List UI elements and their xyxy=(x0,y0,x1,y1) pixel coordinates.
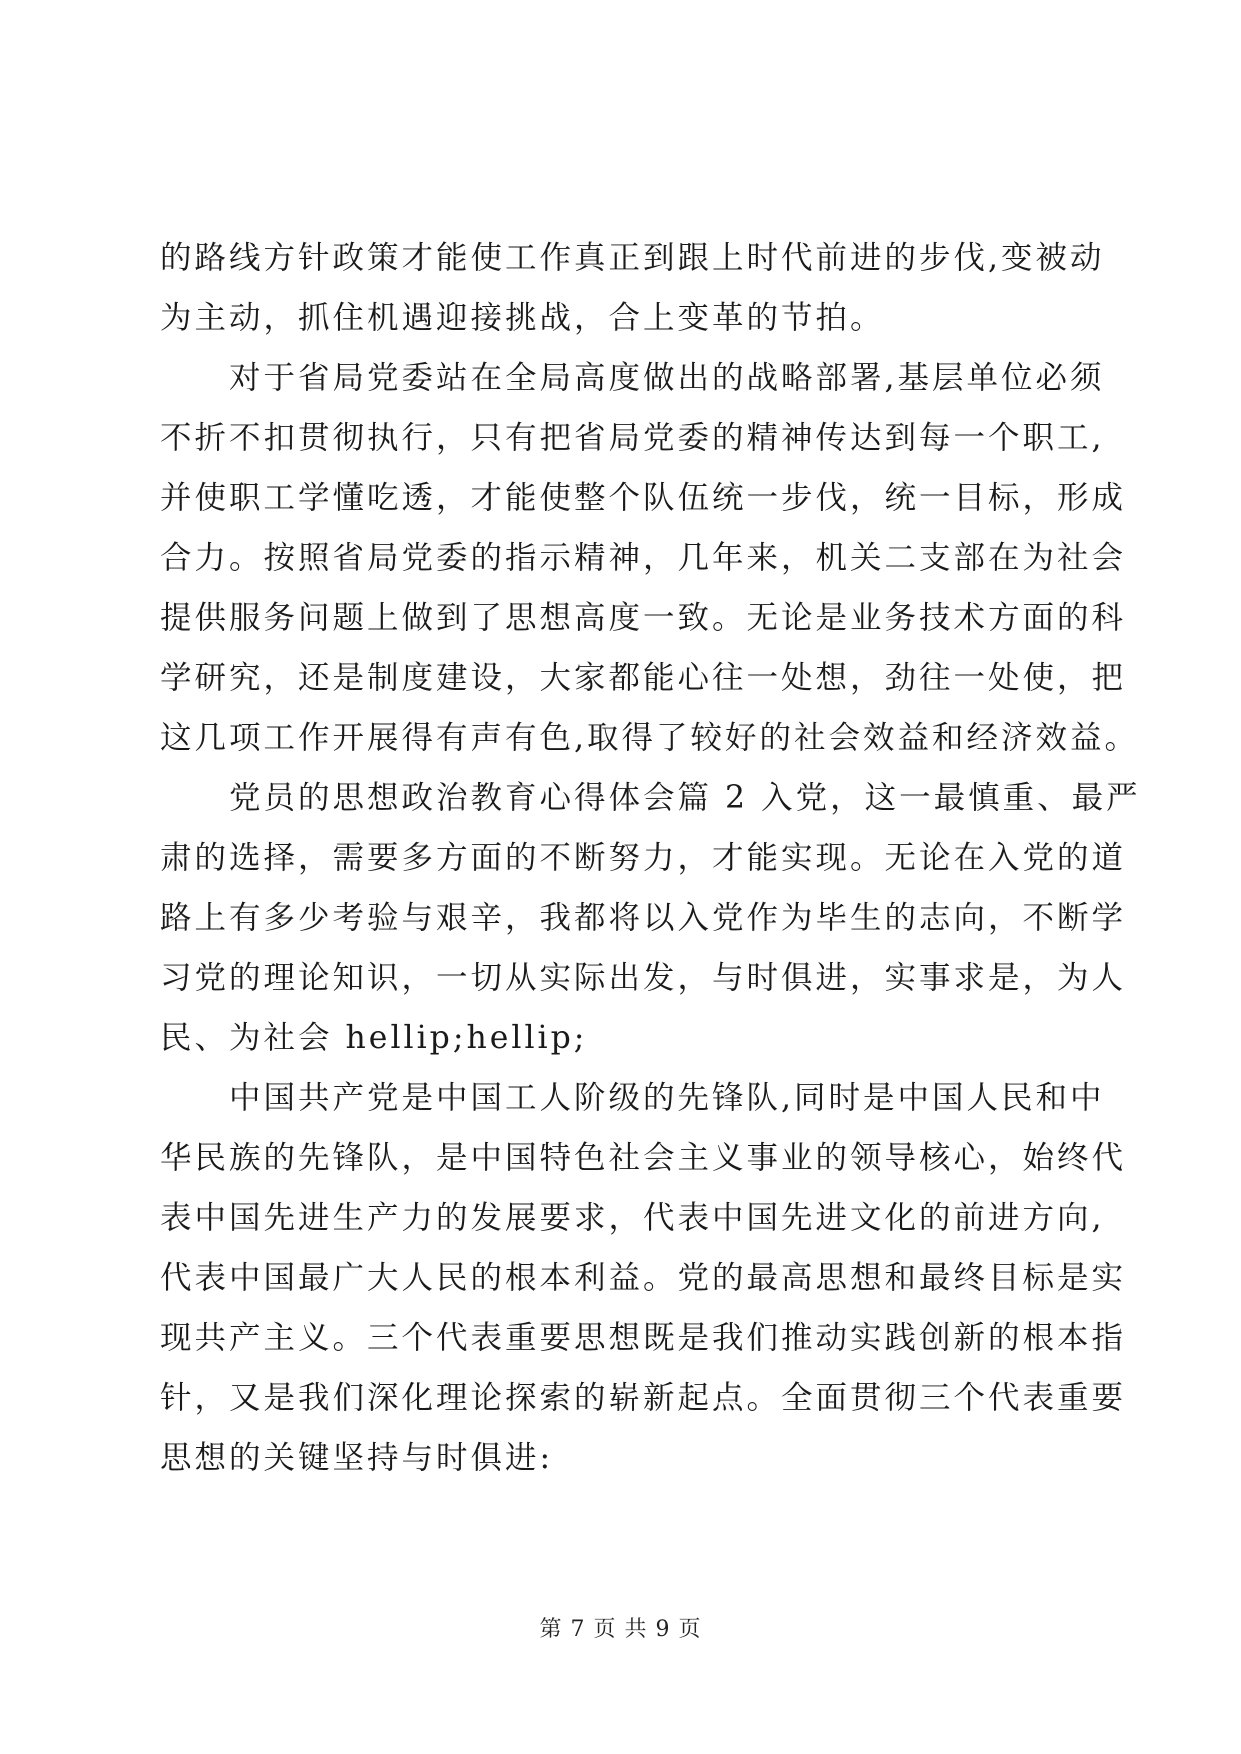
text-line: 代表中国最广大人民的根本利益。党的最高思想和最终目标是实 xyxy=(160,1260,1127,1296)
text-line: 华民族的先锋队，是中国特色社会主义事业的领导核心，始终代 xyxy=(160,1140,1127,1176)
document-body xyxy=(160,228,1141,1488)
text-line: 并使职工学懂吃透，才能使整个队伍统一步伐，统一目标，形成 xyxy=(160,480,1127,516)
page-number-footer: 第 7 页 共 9 页 xyxy=(539,1617,702,1642)
text-line: 现共产主义。三个代表重要思想既是我们推动实践创新的根本指 xyxy=(160,1320,1127,1356)
text-line: 党员的思想政治教育心得体会篇 2 入党，这一最慎重、最严 xyxy=(160,780,1141,816)
text-line: 这几项工作开展得有声有色,取得了较好的社会效益和经济效益。 xyxy=(160,720,1140,756)
text-line: 为主动，抓住机遇迎接挑战，合上变革的节拍。 xyxy=(160,300,885,336)
text-line: 思想的关键坚持与时俱进: xyxy=(160,1440,554,1476)
text-line: 习党的理论知识，一切从实际出发，与时俱进，实事求是，为人 xyxy=(160,960,1127,996)
text-line: 的路线方针政策才能使工作真正到跟上时代前进的步伐,变被动 xyxy=(160,240,1105,276)
text-line: 路上有多少考验与艰辛，我都将以入党作为毕生的志向，不断学 xyxy=(160,900,1127,936)
text-line: 民、为社会 hellip;hellip; xyxy=(160,1020,588,1056)
text-line: 肃的选择，需要多方面的不断努力，才能实现。无论在入党的道 xyxy=(160,840,1127,876)
text-line: 合力。按照省局党委的指示精神，几年来，机关二支部在为社会 xyxy=(160,540,1127,576)
text-line: 表中国先进生产力的发展要求，代表中国先进文化的前进方向, xyxy=(160,1200,1105,1236)
text-line: 中国共产党是中国工人阶级的先锋队,同时是中国人民和中 xyxy=(160,1080,1105,1116)
text-line: 不折不扣贯彻执行，只有把省局党委的精神传达到每一个职工, xyxy=(160,420,1105,456)
text-line: 对于省局党委站在全局高度做出的战略部署,基层单位必须 xyxy=(160,360,1105,396)
text-line: 提供服务问题上做到了思想高度一致。无论是业务技术方面的科 xyxy=(160,600,1127,636)
text-line: 学研究，还是制度建设，大家都能心往一处想，劲往一处使，把 xyxy=(160,660,1127,696)
text-line: 针，又是我们深化理论探索的崭新起点。全面贯彻三个代表重要 xyxy=(160,1380,1127,1416)
